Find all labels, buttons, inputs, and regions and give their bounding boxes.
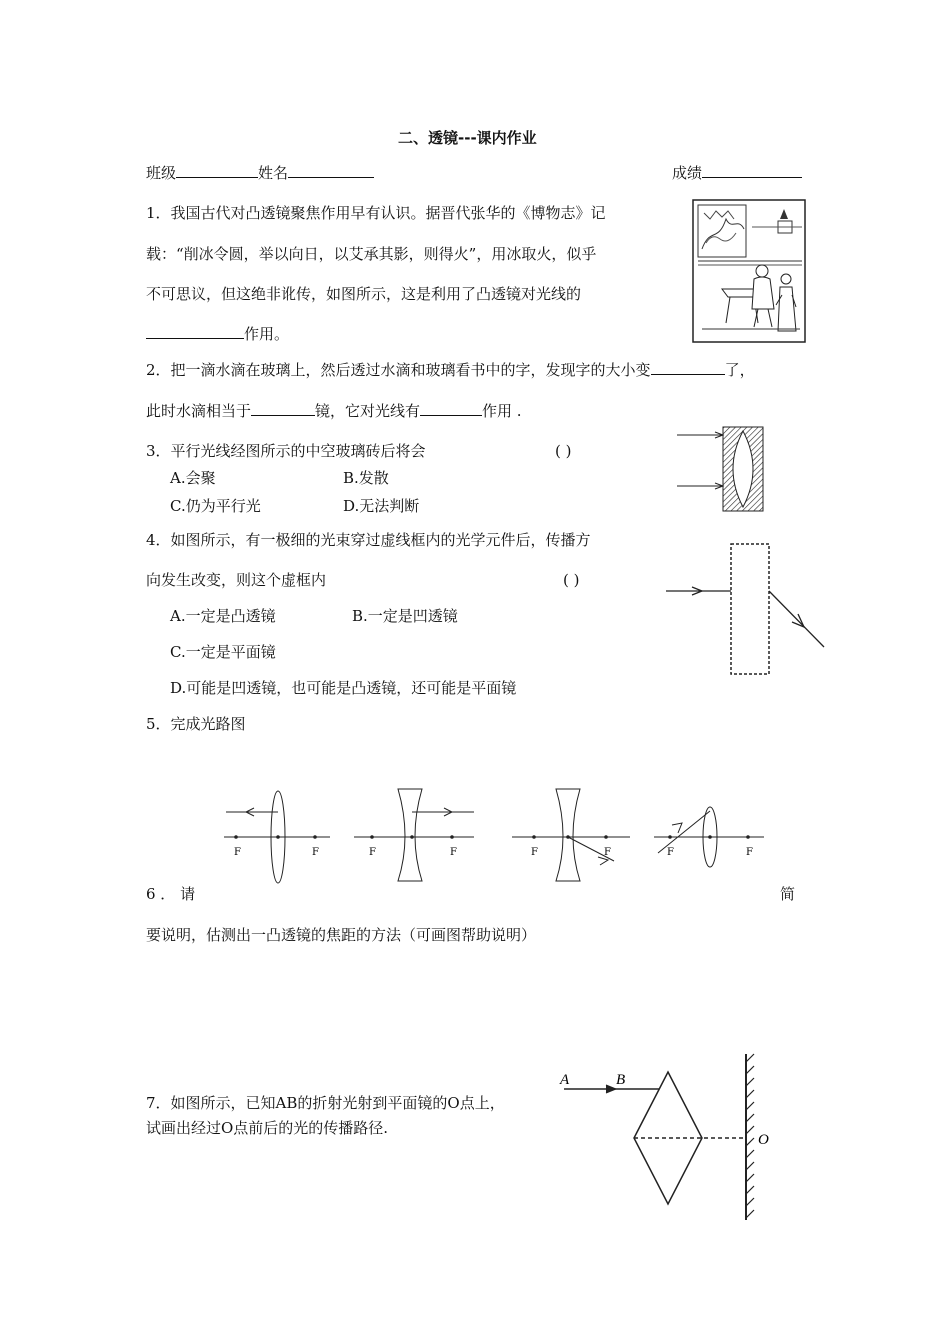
q4-line1: 4．如图所示，有一极细的光束穿过虚线框内的光学元件后，传播方 (146, 531, 591, 549)
q3-option-b[interactable]: B.发散 (343, 469, 389, 487)
concave-lens-diagram-2 (354, 789, 474, 881)
q7-line1: 7．如图所示，已知AB的折射光射到平面镜的O点上， (146, 1094, 505, 1112)
q4-option-a[interactable]: A.一定是凸透镜 (170, 607, 276, 625)
q1-suffix: 作用。 (244, 325, 290, 343)
focus-label: F (667, 847, 674, 858)
q2-text-c: 此时水滴相当于 (146, 402, 252, 420)
q2-text-a: 2．把一滴水滴在玻璃上，然后透过水滴和玻璃看书中的字，发现字的大小变 (146, 361, 651, 379)
q3-option-c[interactable]: C.仍为平行光 (170, 497, 261, 515)
focus-label: F (604, 847, 611, 858)
q2-text-e: 作用 . (482, 402, 522, 420)
focus-label: F (746, 847, 753, 858)
q6-line2: 要说明，估测出一凸透镜的焦距的方法（可画图帮助说明） (146, 926, 537, 944)
page-title: 二、透镜---课内作业 (398, 129, 537, 147)
q5-light-path-diagrams (222, 785, 782, 885)
q2-blank-size[interactable] (651, 360, 725, 375)
point-a-label: A (560, 1072, 570, 1088)
q3-stem: 3．平行光线经图所示的中空玻璃砖后将会 (146, 442, 426, 460)
q4-option-d[interactable]: D.可能是凹透镜，也可能是凸透镜，还可能是平面镜 (170, 679, 517, 697)
score-row (672, 163, 802, 183)
convex-lens-diagram-1 (224, 791, 330, 883)
focus-label: F (450, 847, 457, 858)
q1-line4 (146, 324, 289, 344)
point-o-label: O (758, 1132, 769, 1148)
header-row (146, 163, 374, 183)
q3-paren: ( ) (555, 442, 572, 460)
q1-blank[interactable] (146, 324, 244, 339)
q1-line2: 载：“削冰令圆，举以向日，以艾承其影，则得火”，用冰取火，似乎 (146, 245, 597, 263)
focus-label: F (531, 847, 538, 858)
q4-paren: ( ) (563, 571, 580, 589)
q3-option-a[interactable]: A.会聚 (170, 469, 216, 487)
class-blank[interactable] (176, 163, 258, 178)
q2-blank-effect[interactable] (420, 401, 482, 416)
q2-text-d: 镜，它对光线有 (315, 402, 421, 420)
q6-line1-start: 6 ． 请 (146, 885, 196, 903)
q2-blank-lens[interactable] (251, 401, 315, 416)
q2-line2 (146, 401, 522, 421)
convex-lens-diagram-4 (654, 807, 764, 867)
name-label: 姓名 (258, 164, 289, 182)
q2-line1 (146, 360, 755, 380)
name-blank[interactable] (288, 163, 374, 178)
q4-dashed-box-diagram (660, 540, 830, 680)
q1-line3: 不可思议，但这绝非讹传，如图所示，这是利用了凸透镜对光线的 (146, 285, 582, 303)
focus-label: F (369, 847, 376, 858)
score-label: 成绩 (672, 164, 703, 182)
q7-prism-mirror-diagram (558, 1052, 778, 1222)
focus-label: F (234, 847, 241, 858)
q3-glass-brick-diagram (675, 425, 795, 515)
concave-lens-diagram-3 (512, 789, 630, 881)
ancient-fire-illustration (692, 199, 806, 343)
q3-option-d[interactable]: D.无法判断 (343, 497, 420, 515)
score-blank[interactable] (702, 163, 802, 178)
q7-line2: 试画出经过O点前后的光的传播路径. (146, 1119, 389, 1137)
point-b-label: B (616, 1072, 626, 1088)
q2-text-b: 了， (724, 361, 755, 379)
focus-label: F (312, 847, 319, 858)
q4-option-c[interactable]: C.一定是平面镜 (170, 643, 276, 661)
q6-line1-end: 简 (780, 885, 796, 903)
q4-line2: 向发生改变，则这个虚框内 (146, 571, 327, 589)
q5-stem: 5．完成光路图 (146, 715, 246, 733)
q1-line1: 1．我国古代对凸透镜聚焦作用早有认识。据晋代张华的《博物志》记 (146, 204, 606, 222)
q4-option-b[interactable]: B.一定是凹透镜 (352, 607, 458, 625)
class-label: 班级 (146, 164, 177, 182)
